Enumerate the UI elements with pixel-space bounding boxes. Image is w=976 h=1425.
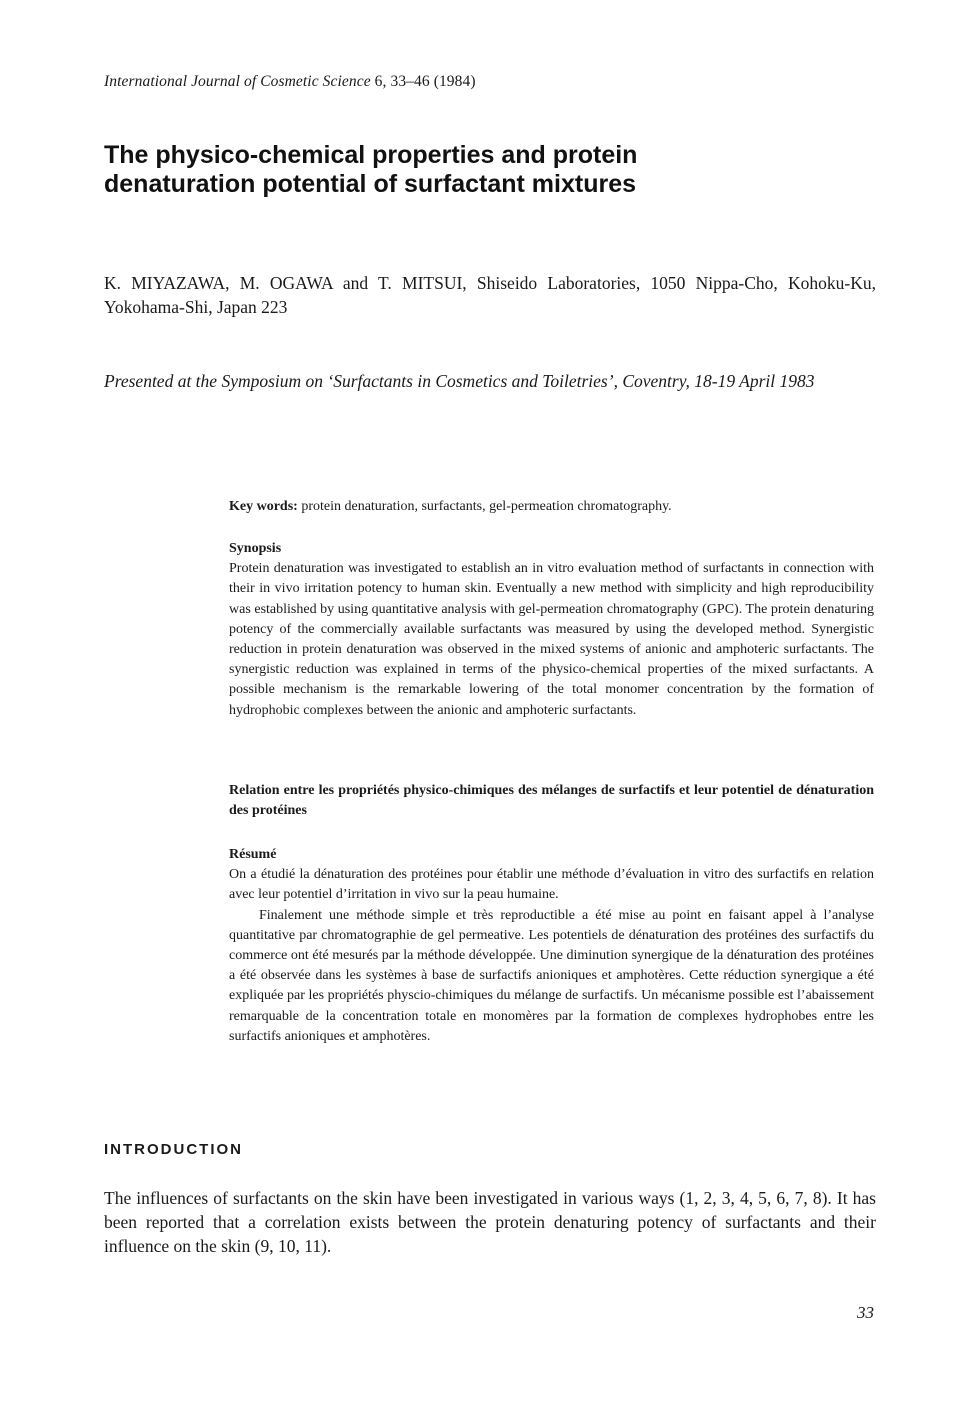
resume-paragraph-2: Finalement une méthode simple et très reproductible a été mise au point en faisant appel à l’analyse quantitative par chromatographie de gel permeative. Les potentiels de dénaturation des protéines des surfactifs du commerce ont été mesurés par la méthode développée. Une diminution synergique de la dénaturation des protéines a été observée dans les systèmes à base de surfactifs anioniques et amphotères. Cette réduction synergique a été expliquée par les propriétés physcio-chimiques du mélange de surfactifs. Un mécanisme possible est l’abaissement remarquable de la concentration totale en monomères par la formation de complexes hydrophobes entre les surfactifs anioniques et amphotères. xyxy=(229,907,874,1044)
article-title-line-1: The physico-chemical properties and protein xyxy=(104,141,638,169)
presented-at-note: Presented at the Symposium on ‘Surfactants in Cosmetics and Toiletries’, Coventry, 18-19 April 1983 xyxy=(104,371,815,391)
article-title-line-2: denaturation potential of surfactant mixtures xyxy=(104,170,637,198)
keywords-label: Key words: xyxy=(229,499,298,514)
introduction-text: The influences of surfactants on the skin have been investigated in various ways (1, 2, 3, 4, 5, 6, 7, 8). It has been reported that a correlation exists between the protein denaturing potency of surfactants and their influence on the skin (9, 10, 11). xyxy=(104,1188,876,1256)
resume-paragraph-1: On a étudié la dénaturation des protéines pour établir une méthode d’évaluation in vitro des surfactifs en relation avec leur potentiel d’irritation in vivo sur la peau humaine. xyxy=(229,867,874,903)
keywords-text: protein denaturation, surfactants, gel-permeation chromatography. xyxy=(301,499,672,514)
journal-reference xyxy=(104,73,476,91)
authors-affiliation: K. MIYAZAWA, M. OGAWA and T. MITSUI, Shiseido Laboratories, 1050 Nippa-Cho, Kohoku-Ku, Yokohama-Shi, Japan 223 xyxy=(104,273,876,317)
article-title xyxy=(104,141,884,199)
keywords xyxy=(229,497,874,517)
synopsis-heading: Synopsis xyxy=(229,541,282,556)
french-title-section xyxy=(229,781,874,821)
resume-heading: Résumé xyxy=(229,847,277,862)
introduction-heading: INTRODUCTION xyxy=(104,1141,243,1158)
page-number: 33 xyxy=(857,1303,874,1322)
synopsis-section xyxy=(229,539,874,721)
resume-section xyxy=(229,845,874,1047)
journal-name: International Journal of Cosmetic Science xyxy=(104,73,371,90)
synopsis-text: Protein denaturation was investigated to establish an in vitro evaluation method of surfactants in connection with their in vivo irritation potency to human skin. Eventually a new method with simplicity and high reproducibility was established by using quantitative analysis with gel-permeation chromatography (GPC). The protein denaturing potency of the commercially available surfactants was measured by using the developed method. Synergistic reduction in protein denaturation was observed in the mixed systems of anionic and amphoteric surfactants. The synergistic reduction was explained in terms of the physico-chemical properties of the mixed surfactants. A possible mechanism is the remarkable lowering of the total monomer concentration by the formation of hydrophobic complexes between the anionic and amphoteric surfactants. xyxy=(229,561,874,718)
french-title: Relation entre les propriétés physico-chimiques des mélanges de surfactifs et leur potentiel de dénaturation des protéines xyxy=(229,783,874,819)
volume-pages-year: 6, 33–46 (1984) xyxy=(374,73,476,90)
